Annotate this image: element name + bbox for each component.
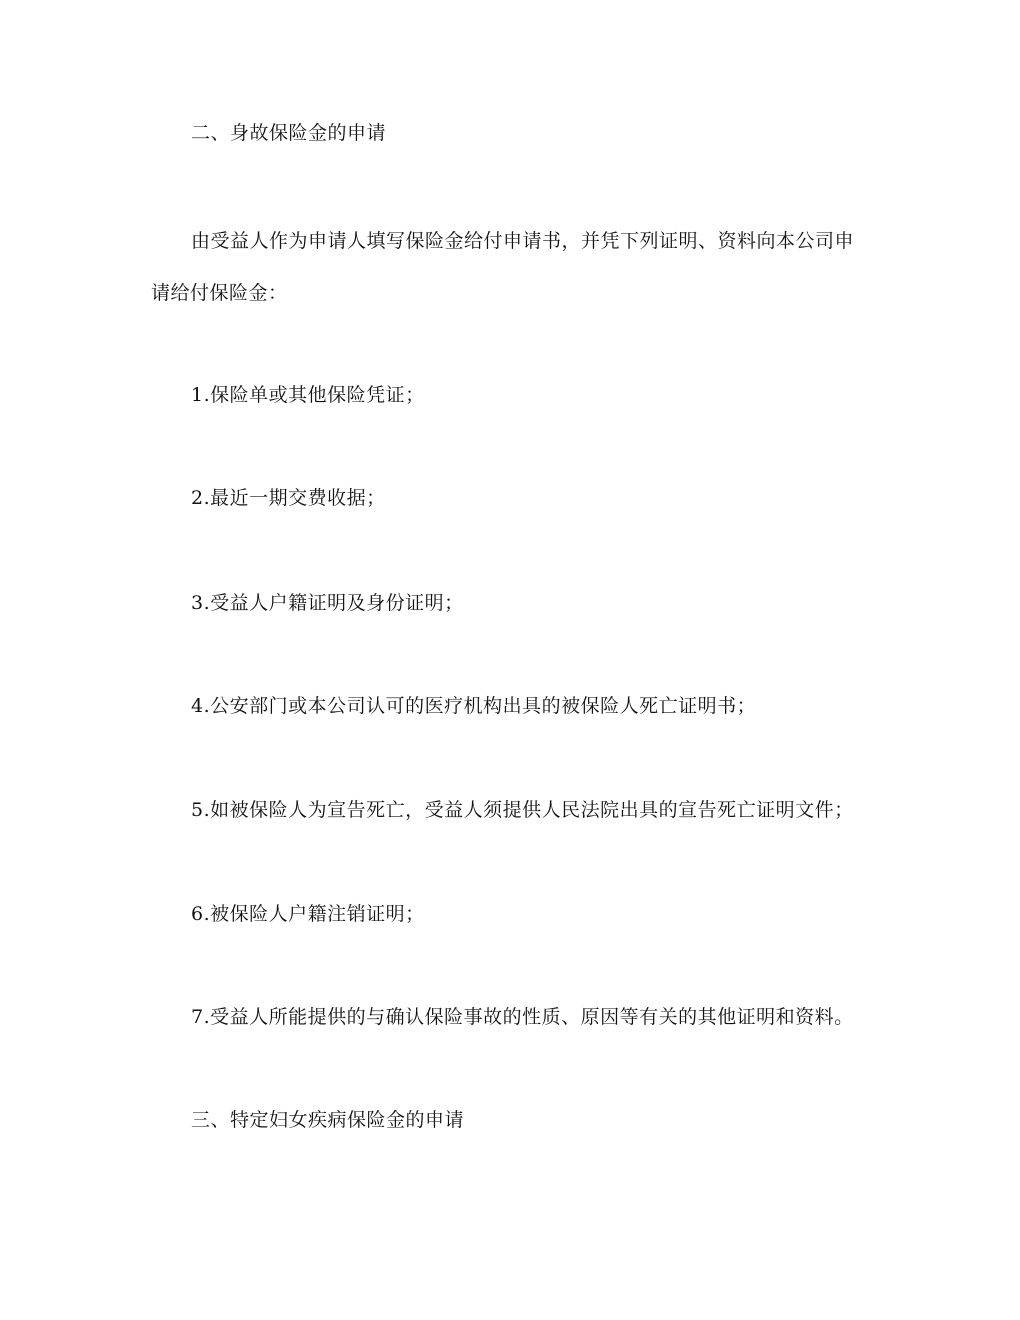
list-item: 7.受益人所能提供的与确认保险事故的性质、原因等有关的其他证明和资料。 <box>191 1006 854 1028</box>
section-heading: 二、身故保险金的申请 <box>191 122 387 144</box>
list-item: 4.公安部门或本公司认可的医疗机构出具的被保险人死亡证明书； <box>191 695 757 717</box>
paragraph-line: 请给付保险金： <box>151 282 288 304</box>
list-item: 6.被保险人户籍注销证明； <box>191 903 425 925</box>
list-item: 5.如被保险人为宣告死亡，受益人须提供人民法院出具的宣告死亡证明文件； <box>191 799 854 821</box>
list-item: 2.最近一期交费收据； <box>191 487 386 509</box>
list-item: 3.受益人户籍证明及身份证明； <box>191 592 464 614</box>
list-item: 1.保险单或其他保险凭证； <box>191 384 425 406</box>
paragraph-line: 由受益人作为申请人填写保险金给付申请书，并凭下列证明、资料向本公司申 <box>191 230 855 252</box>
section-heading: 三、特定妇女疾病保险金的申请 <box>191 1109 465 1131</box>
